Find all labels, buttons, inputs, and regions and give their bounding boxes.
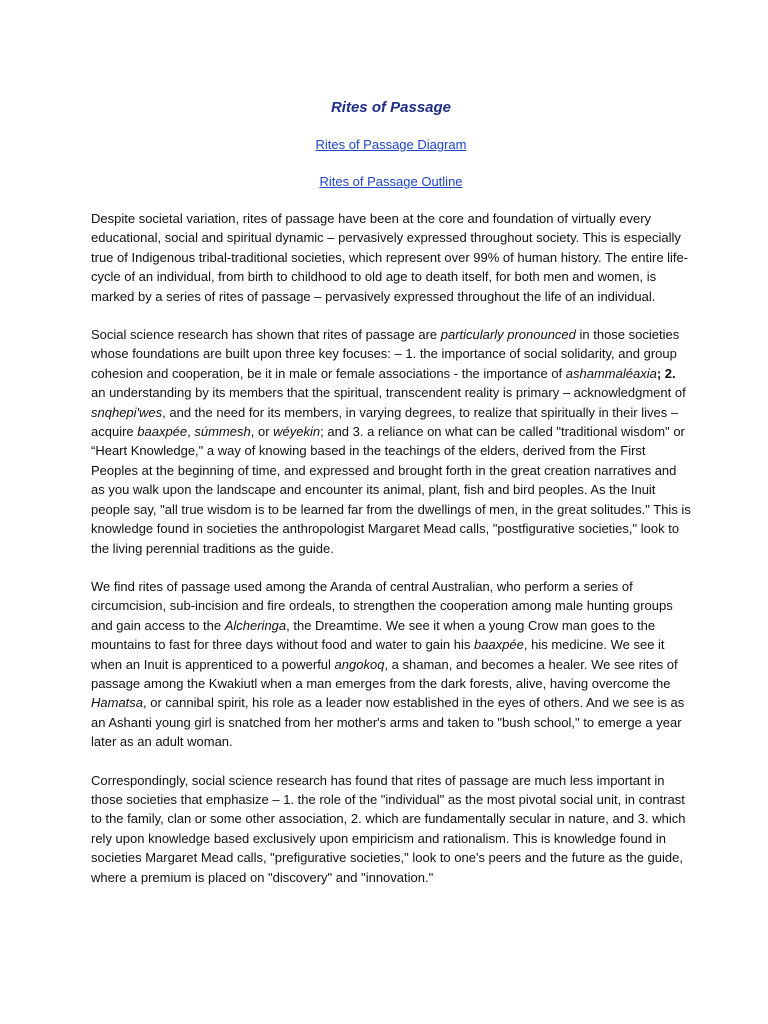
text-run: Social science research has shown that rites of passage are [91,327,441,343]
paragraph [91,577,691,752]
italic-term: Alcheringa [224,617,287,633]
italic-term: súmmesh [194,424,251,440]
diagram-link[interactable]: Rites of Passage Diagram [315,137,467,152]
text-run: an understanding by its members that the spiritual, transcendent reality is primary – acknowledgment of [91,385,686,401]
text-run: ; and 3. a reliance on what can be called "traditional wisdom" or “Heart Knowledge," a way of knowing based in the teachings of the elders, derived from the First Peoples at the beginning of time, and expressed and brought forth in the great creation narratives and as you walk upon the landscape and encounter its animal, plant, fish and bird peoples. As the Inuit people say, "all true wisdom is to be learned far from the dwellings of men, in the great solitudes." This is knowledge found in societies the anthropologist Margaret Mead calls, "postfigurative societies," look to the living perennial traditions as the guide. [91,424,691,556]
text-run: We find rites of passage used among the Aranda of central Australian, who perform a series of circumcision, sub-incision and fire ordeals, to strengthen the cooperation among male hunting groups and gain access to the [91,578,673,633]
text-run: Correspondingly, social science research has found that rites of passage are much less important in those societies that emphasize – 1. the role of the "individual" as the most pivotal social unit, in contrast to the family, clan or some other association, 2. which are fundamentally secular in nature, and 3. which rely upon knowledge based exclusively upon empiricism and rationalism. This is knowledge found in societies Margaret Mead calls, "prefigurative societies," look to one's peers and the future as the guide, where a premium is placed on "discovery" and "innovation." [91,772,686,885]
italic-term: baaxpée [474,637,524,653]
outline-link-line [91,173,691,191]
text-run: , a shaman, and becomes a healer. We see rites of passage among the Kwakiutl when a man emerges from the dark forests, alive, having overcome the [91,656,678,691]
text-run: , the Dreamtime. We see it when a young Crow man goes to the mountains to fast for three days without food and water to gain his [91,617,656,653]
paragraph [91,209,691,306]
text-run: , and the need for its members, in varying degrees, to realize that spiritually in their lives – acquire [91,404,679,440]
document-page [91,97,691,887]
text-run: in those societies whose foundations are built upon three key focuses: – 1. the importance of social solidarity, and group cohesion and cooperation, be it in male or female associations - the importance of [91,327,680,381]
paragraph [91,771,691,887]
text-run: , his medicine. We see it when an Inuit is apprenticed to a powerful [91,637,665,672]
text-run: Despite societal variation, rites of passage have been at the core and foundation of virtually every educational, social and spiritual dynamic – pervasively expressed throughout society. This is especially true of Indigenous tribal-traditional societies, which represent over 99% of human history. The entire life-cycle of an individual, from birth to childhood to old age to death itself, for both men and women, is marked by a series of rites of passage – pervasively expressed throughout the life of an individual. [91,211,689,304]
italic-term: baaxpée [137,424,188,440]
italic-term: ashammaléaxia [565,365,657,381]
text-run: , [187,424,195,440]
italic-term: snqhepi'wes [91,404,163,420]
diagram-link-line [91,136,691,154]
bold-text: ; 2. [656,365,676,381]
text-run: , or cannibal spirit, his role as a leader now established in the eyes of others. And we see is as an Ashanti young girl is snatched from her mother's arms and taken to "bush school," to emerge a year later as an adult woman. [91,695,685,750]
outline-link[interactable]: Rites of Passage Outline [319,174,463,189]
page-title: Rites of Passage [330,99,452,116]
italic-term: particularly pronounced [440,327,576,343]
text-run: , or [250,424,274,440]
italic-term: Hamatsa [91,695,144,711]
paragraph [91,325,691,558]
italic-term: wéyekin [273,424,321,440]
italic-term: angokoq [334,656,385,672]
